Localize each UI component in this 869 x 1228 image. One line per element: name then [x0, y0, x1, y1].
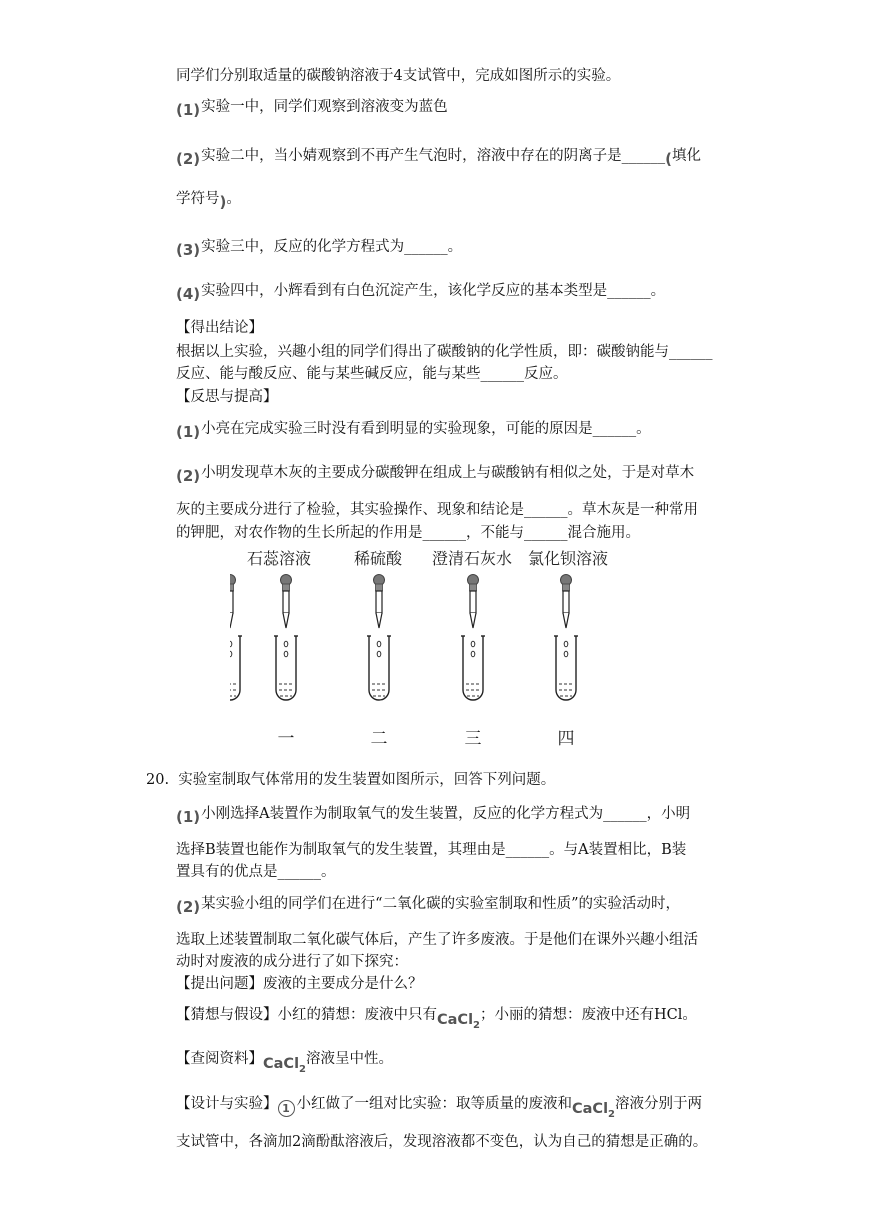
conclusion-line2: 反应、能与酸反应、能与某些碱反应，能与某些______反应。	[176, 366, 568, 382]
experiment-figure	[230, 540, 650, 755]
reflect-2	[176, 462, 694, 483]
question-number: (1)	[176, 808, 201, 826]
tube-number: 二	[370, 729, 388, 749]
question-number: (2)	[176, 898, 201, 916]
question-number: (1)	[176, 423, 201, 441]
q20-part-1-line3: 置具有的优点是______。	[176, 864, 336, 880]
paren-close: )	[219, 193, 227, 211]
q20-part-2	[176, 893, 680, 914]
hypothesis-text-tail: ；小丽的猜想：废液中还有HCl。	[480, 1007, 697, 1023]
reflect-2-line3: 的钾肥，对农作物的生长所起的作用是______，不能与______混合施用。	[176, 525, 640, 541]
question-text: 学符号	[176, 191, 220, 207]
question-text: 实验一中，同学们观察到溶液变为蓝色	[201, 99, 448, 115]
intro-text: 同学们分别取适量的碳酸钠溶液于4支试管中，完成如图所示的实验。	[176, 68, 621, 84]
question-text: 小刚选择A装置作为制取氧气的发生装置，反应的化学方程式为______，小明	[201, 806, 691, 822]
info-heading: 【查阅资料】	[176, 1051, 263, 1067]
question-20	[146, 770, 555, 790]
question-1	[176, 96, 448, 117]
cacl2-formula: CaCl$_2$	[263, 1056, 307, 1075]
q20-part-1-line2: 选择B装置也能作为制取氧气的发生装置，其理由是______。与A装置相比，B装	[176, 842, 687, 858]
design-line2: 支试管中，各滴加2滴酚酞溶液后，发现溶液都不变色，认为自己的猜想是正确的。	[176, 1134, 708, 1150]
question-text-tail: 填化	[672, 148, 702, 164]
question-number: (2)	[176, 150, 201, 168]
question-text: 实验二中，当小婧观察到不再产生气泡时，溶液中存在的阴离子是______	[201, 148, 666, 164]
reflect-1	[176, 418, 651, 439]
hypothesis-text: 【猜想与假设】小红的猜想：废液中只有	[176, 1007, 437, 1023]
question-text: 小明发现草木灰的主要成分碳酸钾在组成上与碳酸钠有相似之处，于是对草木	[201, 465, 695, 481]
hypothesis-line	[176, 1005, 697, 1031]
q20-part-2-line3: 动时对废液的成分进行了如下探究：	[176, 954, 408, 970]
question-text: 小亮在完成实验三时没有看到明显的实验现象，可能的原因是______。	[201, 421, 651, 437]
question-text-tail: 。	[226, 191, 241, 207]
question-3	[176, 236, 462, 257]
cacl2-formula: CaCl$_2$	[437, 1012, 481, 1031]
question-text: 某实验小组的同学们在进行“二氧化碳的实验室制取和性质”的实验活动时，	[201, 896, 680, 912]
reagent-label: 稀硫酸	[353, 549, 402, 568]
reagent-label: 石蕊溶液	[246, 549, 311, 568]
info-text: 溶液呈中性。	[306, 1051, 394, 1067]
paren-open: (	[665, 150, 673, 168]
cacl2-formula: CaCl$_2$	[572, 1101, 616, 1120]
dropper-tube-drawing	[230, 540, 650, 755]
tube-number: 一	[277, 729, 295, 749]
question-number: 20.	[146, 772, 170, 788]
question-line: 【提出问题】废液的主要成分是什么？	[176, 976, 423, 992]
reagent-label: 氯化钡溶液	[527, 549, 608, 568]
tube-number: 三	[464, 729, 482, 749]
circled-number: 1	[278, 1100, 295, 1117]
tube-number: 四	[557, 729, 575, 749]
design-text-tail: 溶液分别于两	[615, 1096, 703, 1112]
question-2	[176, 145, 701, 166]
question-number: (2)	[176, 467, 201, 485]
design-text: 小红做了一组对比实验：取等质量的废液和	[296, 1096, 572, 1112]
question-number: (1)	[176, 101, 201, 119]
info-line	[176, 1049, 393, 1075]
reagent-label: 澄清石灰水	[431, 549, 512, 568]
design-heading: 【设计与实验】	[176, 1096, 278, 1112]
question-4	[176, 280, 665, 301]
conclusion-heading: 【得出结论】	[176, 320, 263, 336]
design-line	[176, 1094, 702, 1120]
q20-part-2-line2: 选取上述装置制取二氧化碳气体后，产生了许多废液。于是他们在课外兴趣小组活	[176, 932, 698, 948]
question-text: 实验四中，小辉看到有白色沉淀产生，该化学反应的基本类型是______。	[201, 283, 666, 299]
question-2-line2	[176, 188, 241, 209]
question-text: 实验三中，反应的化学方程式为______。	[201, 239, 463, 255]
question-number: (3)	[176, 241, 201, 259]
question-text: 实验室制取气体常用的发生装置如图所示，回答下列问题。	[178, 772, 556, 788]
q20-part-1	[176, 803, 690, 824]
conclusion-line1: 根据以上实验，兴趣小组的同学们得出了碳酸钠的化学性质，即：碳酸钠能与______	[176, 344, 713, 360]
reflect-2-line2: 灰的主要成分进行了检验，其实验操作、现象和结论是______。草木灰是一种常用	[176, 502, 698, 518]
reflect-heading: 【反思与提高】	[176, 389, 278, 405]
dropper-tube-unit	[230, 575, 242, 701]
question-number: (4)	[176, 285, 201, 303]
